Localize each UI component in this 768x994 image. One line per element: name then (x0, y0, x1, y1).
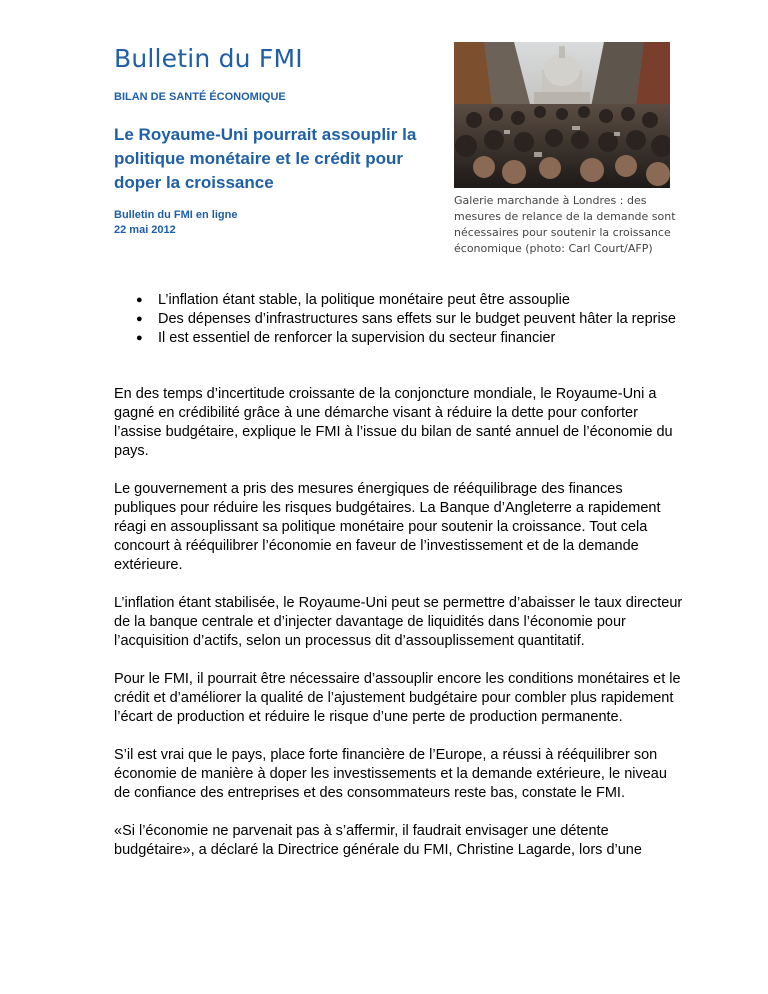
bullet-icon: ● (136, 332, 143, 344)
photo-caption: Galerie marchande à Londres : des mesures de relance de la demande sont nécessaires pour soutenir la croissance économique (photo: Carl Court/AFP) (454, 194, 676, 255)
key-point: ● Des dépenses d’infrastructures sans effets sur le budget peuvent hâter la reprise (136, 311, 676, 327)
article-headline: Le Royaume-Uni pourrait assouplir la politique monétaire et le crédit pour doper la croissance (114, 125, 417, 192)
paragraph: Le gouvernement a pris des mesures énergiques de rééquilibrage des finances publiques pour réduire les risques budgétaires. La Banque d’Angleterre a rapidement réagi en assouplissant sa politique monétaire pour soutenir la croissance. Tout cela concourt à rééquilibrer l’économie en faveur de l’investissement et de la demande extérieure. (114, 481, 661, 573)
byline-date: 22 mai 2012 (114, 224, 176, 236)
paragraph: «Si l’économie ne parvenait pas à s’affermir, il faudrait envisager une détente budgétaire», a déclaré la Directrice générale du FMI, Christine Lagarde, lors d’une (114, 823, 642, 858)
bullet-icon: ● (136, 294, 143, 306)
shopping-arcade-photo (454, 42, 670, 188)
paragraph: Pour le FMI, il pourrait être nécessaire d’assouplir encore les conditions monétaires et le crédit et d’améliorer la qualité de l’ajustement budgétaire pour combler plus rapidement l’écart de production et réduire le risque d’une perte de production permanente. (114, 671, 681, 725)
bullet-icon: ● (136, 313, 143, 325)
article-body (114, 385, 684, 879)
crowd-image (454, 42, 670, 188)
key-point: ● Il est essentiel de renforcer la supervision du secteur financier (136, 330, 556, 346)
masthead-title: Bulletin du FMI (114, 44, 303, 73)
byline-source: Bulletin du FMI en ligne (114, 209, 238, 221)
section-label: BILAN DE SANTÉ ÉCONOMIQUE (114, 91, 286, 103)
paragraph: En des temps d’incertitude croissante de la conjoncture mondiale, le Royaume-Uni a gagné en crédibilité grâce à une démarche visant à réduire la dette pour conforter l’assise budgétaire, explique le FMI à l’issue du bilan de santé annuel de l’économie du pays. (114, 386, 673, 459)
paragraph: L’inflation étant stabilisée, le Royaume-Uni peut se permettre d’abaisser le taux directeur de la banque centrale et d’injecter davantage de liquidités dans l’économie pour l’acquisition d’actifs, selon un processus dit d’assouplissement quantitatif. (114, 595, 683, 649)
key-point: ● L’inflation étant stable, la politique monétaire peut être assouplie (136, 292, 570, 308)
key-points-list (114, 291, 718, 348)
paragraph: S’il est vrai que le pays, place forte financière de l’Europe, a réussi à rééquilibrer son économie de manière à doper les investissements et la demande extérieure, le niveau de confiance des entreprises et des consommateurs reste bas, constate le FMI. (114, 747, 667, 801)
byline (114, 208, 237, 238)
